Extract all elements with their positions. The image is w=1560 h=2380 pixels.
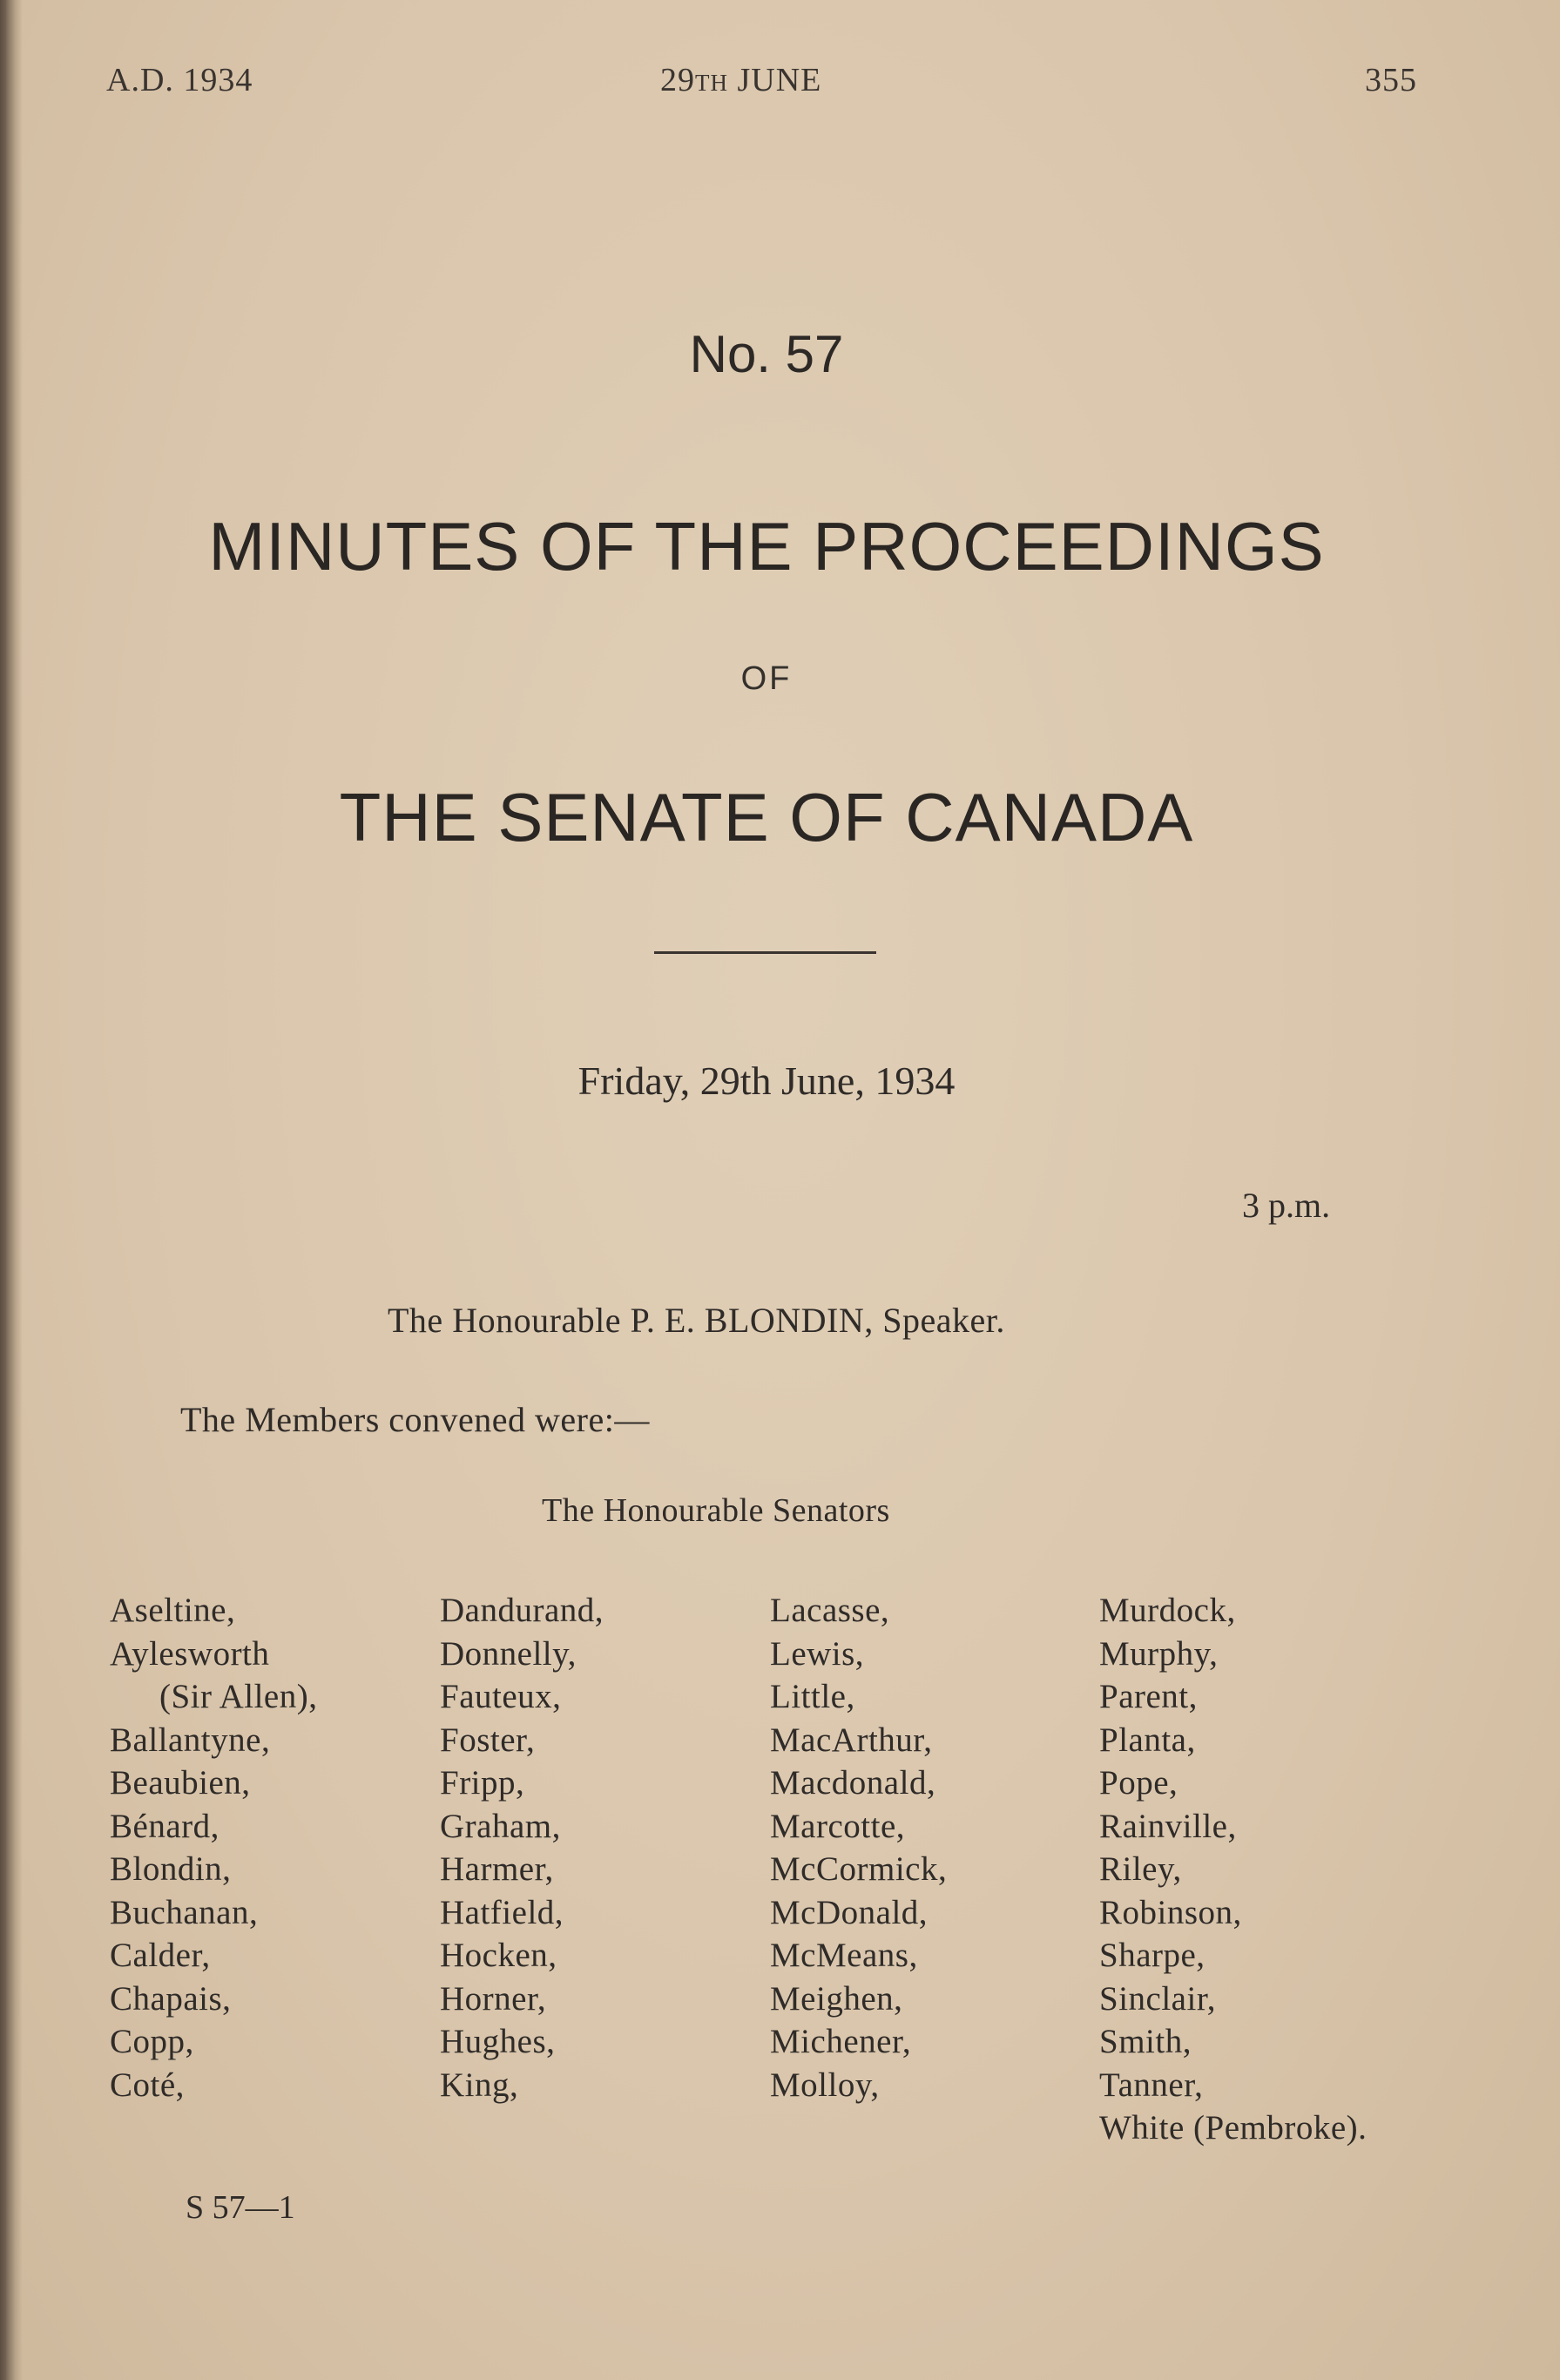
senator-name: Dandurand, — [440, 1592, 604, 1629]
members-convened-line: The Members convened were:— — [180, 1400, 650, 1439]
senator-name-continuation: (Sir Allen), — [159, 1678, 318, 1715]
senator-name: Blondin, — [110, 1850, 232, 1888]
title-line-3: THE SENATE OF CANADA — [339, 779, 1194, 855]
page-number: 355 — [1365, 62, 1417, 98]
senator-name: Foster, — [440, 1721, 536, 1759]
senator-name: Pope, — [1099, 1764, 1178, 1802]
senator-name: Molloy, — [770, 2066, 880, 2104]
senator-name: Parent, — [1099, 1678, 1198, 1715]
senator-name: Fauteux, — [440, 1678, 562, 1715]
senator-name: Bénard, — [110, 1807, 219, 1845]
senator-name: Michener, — [770, 2023, 912, 2060]
title-divider — [654, 951, 876, 954]
senator-name: MacArthur, — [770, 1721, 933, 1759]
running-head-day: 29 — [660, 62, 695, 98]
senator-name: Fripp, — [440, 1764, 525, 1802]
senator-name: Chapais, — [110, 1979, 232, 2018]
senator-name: Hocken, — [440, 1937, 557, 1974]
title-line-2: OF — [740, 660, 793, 697]
senator-name: Harmer, — [440, 1850, 554, 1888]
running-head-day-suffix: TH — [695, 70, 728, 96]
senator-name: Donnelly, — [440, 1634, 577, 1673]
senators-column-2 — [440, 1589, 604, 2106]
senator-name: Little, — [770, 1678, 855, 1715]
senator-name: Robinson, — [1099, 1893, 1242, 1931]
speaker-line: The Honourable P. E. BLONDIN, Speaker. — [388, 1301, 1005, 1340]
senator-name: Ballantyne, — [110, 1721, 271, 1759]
senators-column-1 — [110, 1589, 317, 2106]
senator-name: Smith, — [1099, 2023, 1192, 2060]
senator-name: Marcotte, — [770, 1807, 906, 1845]
senator-name: McMeans, — [770, 1937, 918, 1974]
senator-name: Rainville, — [1099, 1807, 1237, 1845]
running-head-date — [660, 61, 821, 99]
senator-name: Lacasse, — [770, 1592, 890, 1629]
issue-number: No. 57 — [689, 325, 844, 383]
sitting-date: Friday, 29th June, 1934 — [577, 1058, 956, 1103]
senator-name: Tanner, — [1099, 2066, 1204, 2104]
sheet-signature: S 57—1 — [186, 2189, 295, 2226]
senator-name: Calder, — [110, 1937, 211, 1974]
senator-name: Hughes, — [440, 2023, 556, 2060]
senator-name: Graham, — [440, 1807, 561, 1845]
senator-name: Sharpe, — [1099, 1937, 1205, 1974]
senator-name: McCormick, — [770, 1850, 948, 1888]
senator-name: Murdock, — [1099, 1592, 1236, 1629]
senators-column-3 — [770, 1589, 947, 2106]
title-line-1: MINUTES OF THE PROCEEDINGS — [208, 508, 1325, 585]
senator-name: Sinclair, — [1099, 1979, 1216, 2018]
senator-name: Aylesworth — [110, 1634, 270, 1673]
senator-name: Horner, — [440, 1979, 547, 2018]
senator-name: Hatfield, — [440, 1893, 564, 1931]
senator-name: Beaubien, — [110, 1764, 251, 1802]
senator-name: Aseltine, — [110, 1592, 236, 1629]
running-head-year: A.D. 1934 — [106, 62, 253, 98]
sitting-time: 3 p.m. — [1242, 1186, 1331, 1225]
senator-name: King, — [440, 2066, 519, 2104]
senator-name: Murphy, — [1099, 1634, 1219, 1673]
senator-name: McDonald, — [770, 1893, 929, 1931]
senator-name: Riley, — [1099, 1850, 1182, 1888]
senator-name: Copp, — [110, 2023, 194, 2060]
senator-name: Coté, — [110, 2066, 185, 2104]
senator-name: Buchanan, — [110, 1893, 259, 1931]
senator-name: Macdonald, — [770, 1764, 936, 1802]
running-head-month: JUNE — [737, 62, 822, 98]
senators-heading: The Honourable Senators — [542, 1492, 890, 1529]
senators-column-4 — [1099, 1589, 1367, 2150]
senator-name: Meighen, — [770, 1979, 903, 2018]
senator-name: Planta, — [1099, 1721, 1196, 1759]
senator-name: Lewis, — [770, 1634, 865, 1673]
senator-name: White (Pembroke). — [1099, 2109, 1368, 2147]
